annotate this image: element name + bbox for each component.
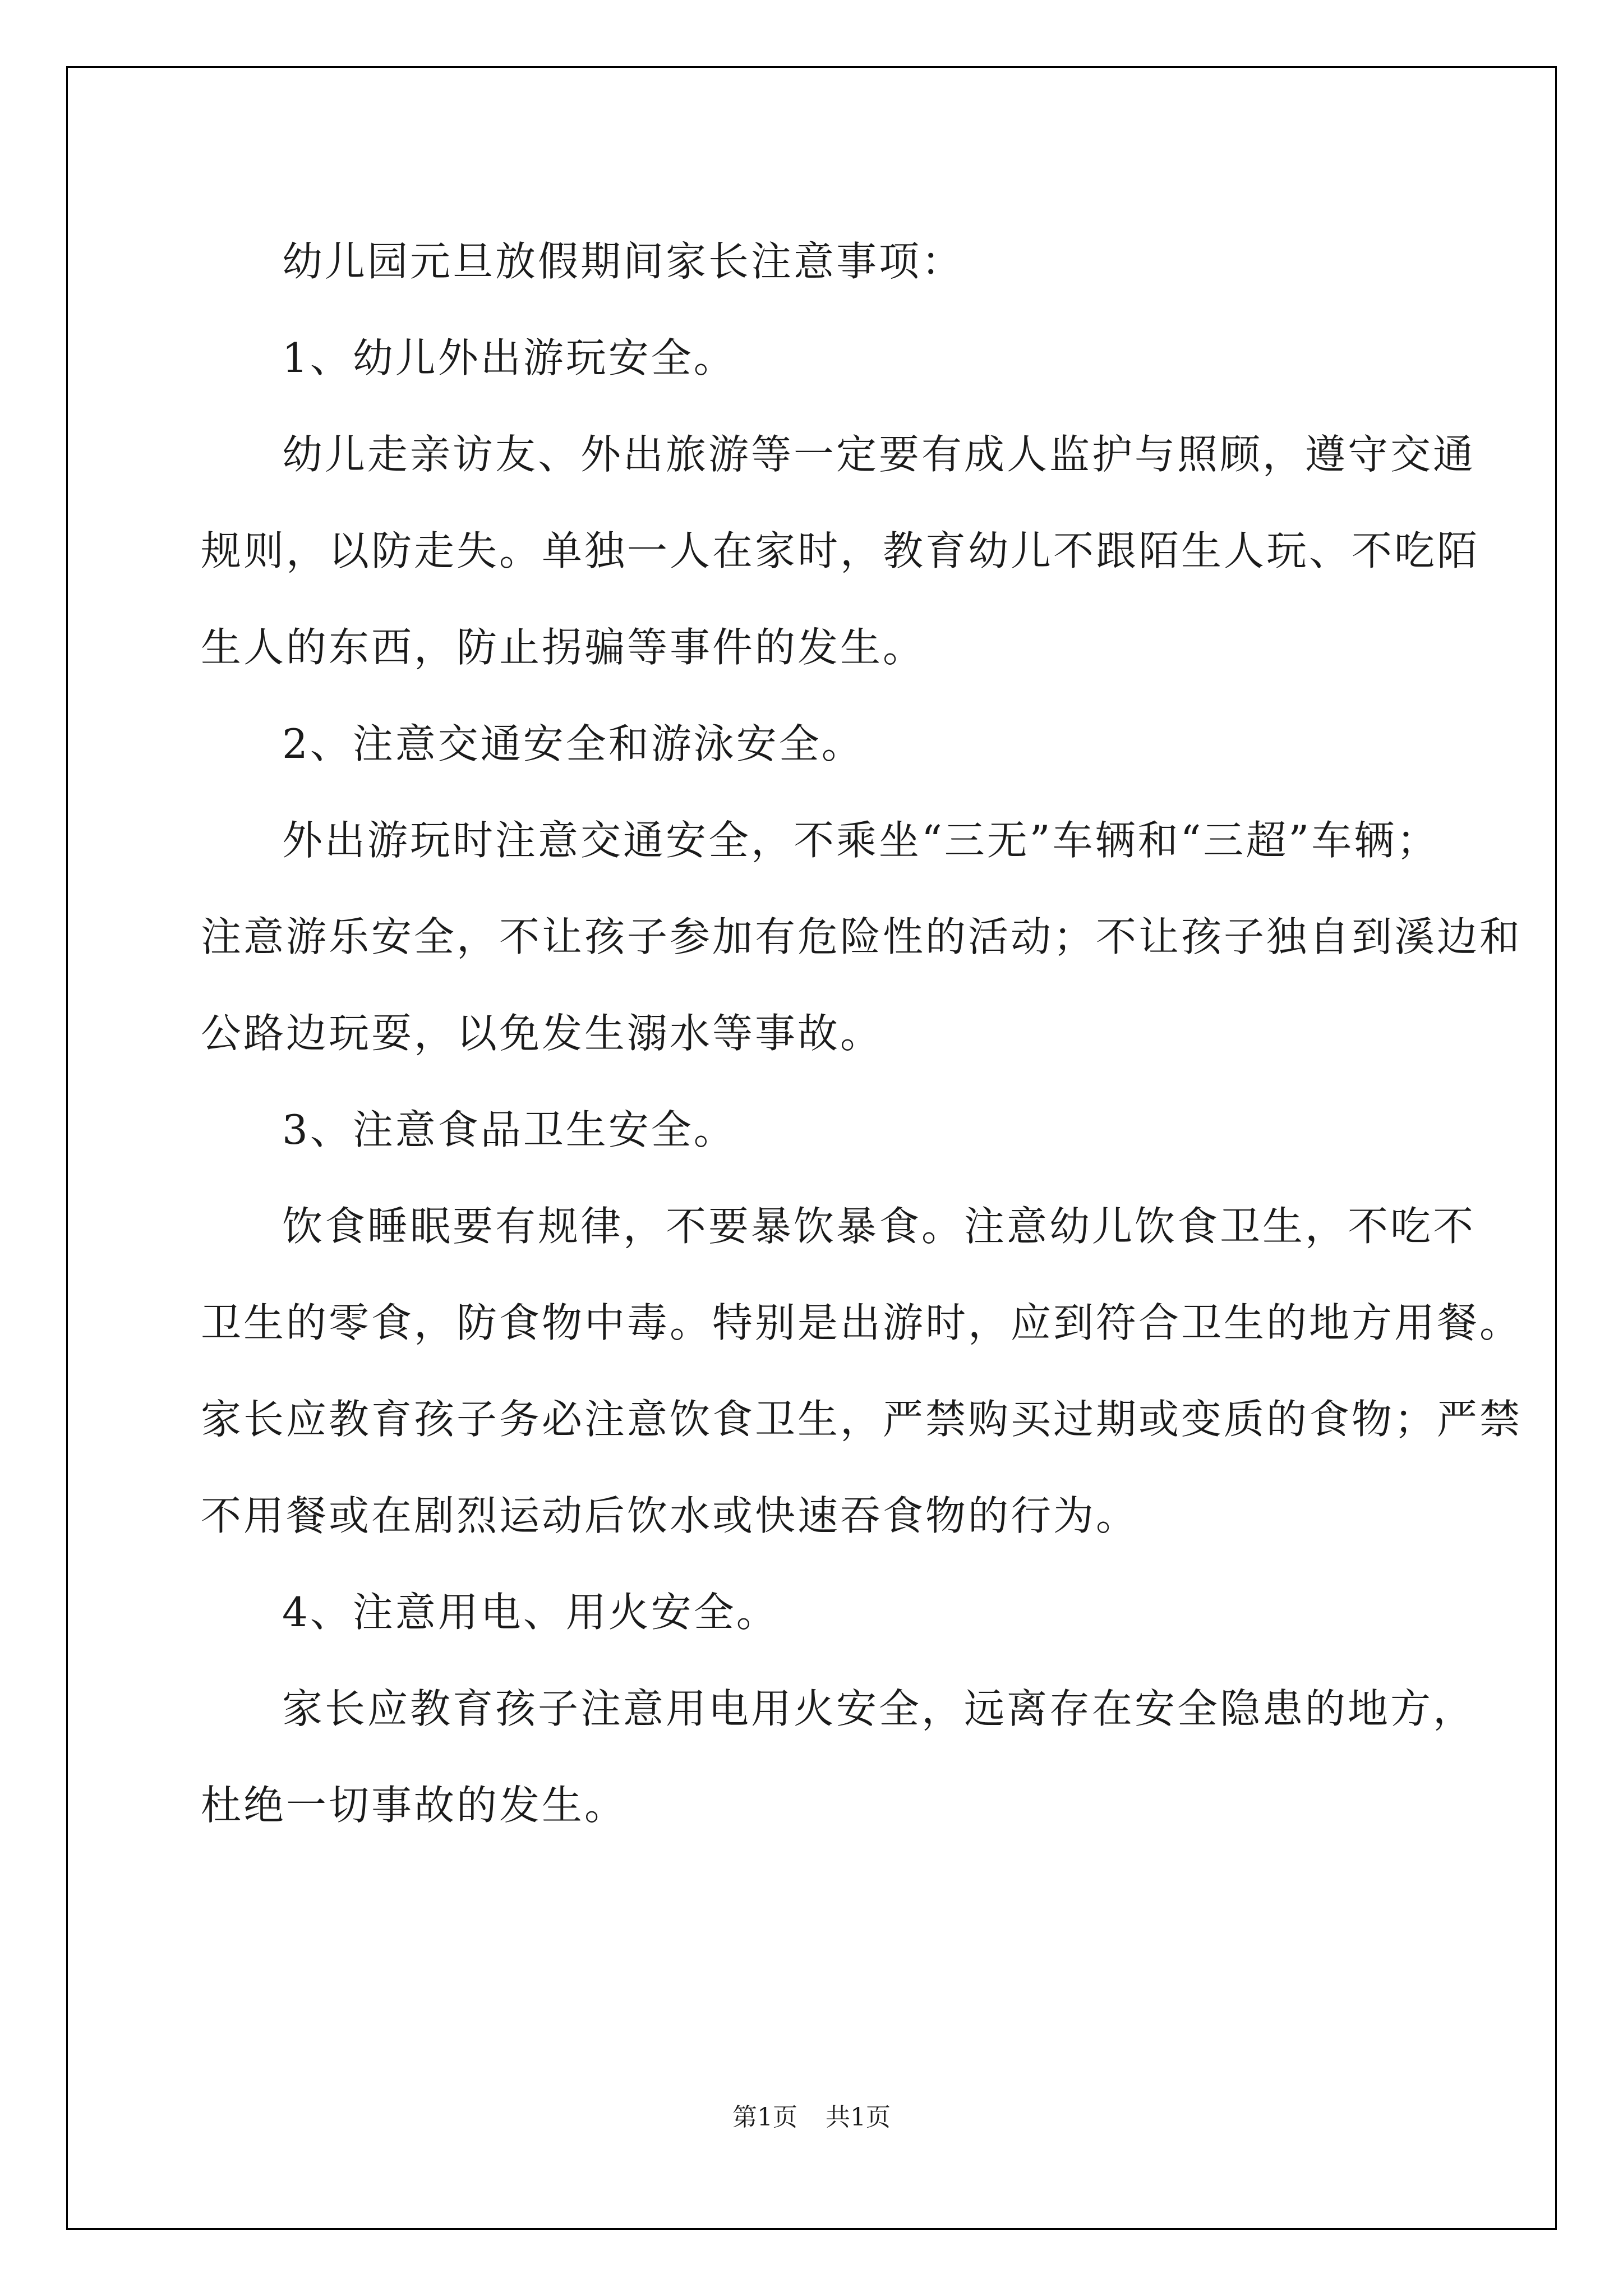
page-total: 共1页 (826, 2103, 891, 2132)
paragraph-line: 公路边玩耍，以免发生溺水等事故。 (201, 1010, 883, 1057)
document-heading: 幼儿园元旦放假期间家长注意事项： (282, 238, 965, 285)
section-heading-1: 1、幼儿外出游玩安全。 (282, 334, 736, 381)
paragraph-line: 家长应教育孩子注意用电用火安全，远离存在安全隐患的地方， (282, 1685, 1476, 1732)
section-heading-4: 4、注意用电、用火安全。 (282, 1589, 779, 1636)
page-footer (0, 2101, 1623, 2134)
paragraph-line: 杜绝一切事故的发生。 (201, 1782, 628, 1829)
section-heading-3: 3、注意食品卫生安全。 (282, 1106, 736, 1153)
paragraph-line: 外出游玩时注意交通安全，不乘坐“三无”车辆和“三超”车辆； (282, 817, 1440, 864)
section-heading-2: 2、注意交通安全和游泳安全。 (282, 720, 864, 767)
paragraph-line: 生人的东西，防止拐骗等事件的发生。 (201, 624, 926, 671)
paragraph-line: 家长应教育孩子务必注意饮食卫生，严禁购买过期或变质的食物；严禁 (201, 1396, 1523, 1443)
paragraph-line: 卫生的零食，防食物中毒。特别是出游时，应到符合卫生的地方用餐。 (201, 1299, 1523, 1346)
page-number: 第1页 (732, 2103, 797, 2132)
paragraph-line: 不用餐或在剧烈运动后饮水或快速吞食物的行为。 (201, 1492, 1139, 1539)
paragraph-line: 注意游乐安全，不让孩子参加有危险性的活动；不让孩子独自到溪边和 (201, 913, 1523, 960)
paragraph-line: 规则，以防走失。单独一人在家时，教育幼儿不跟陌生人玩、不吃陌 (201, 527, 1480, 574)
paragraph-line: 幼儿走亲访友、外出旅游等一定要有成人监护与照顾，遵守交通 (282, 431, 1476, 478)
document-body (201, 213, 1523, 1853)
paragraph-line: 饮食睡眠要有规律，不要暴饮暴食。注意幼儿饮食卫生，不吃不 (282, 1203, 1476, 1250)
